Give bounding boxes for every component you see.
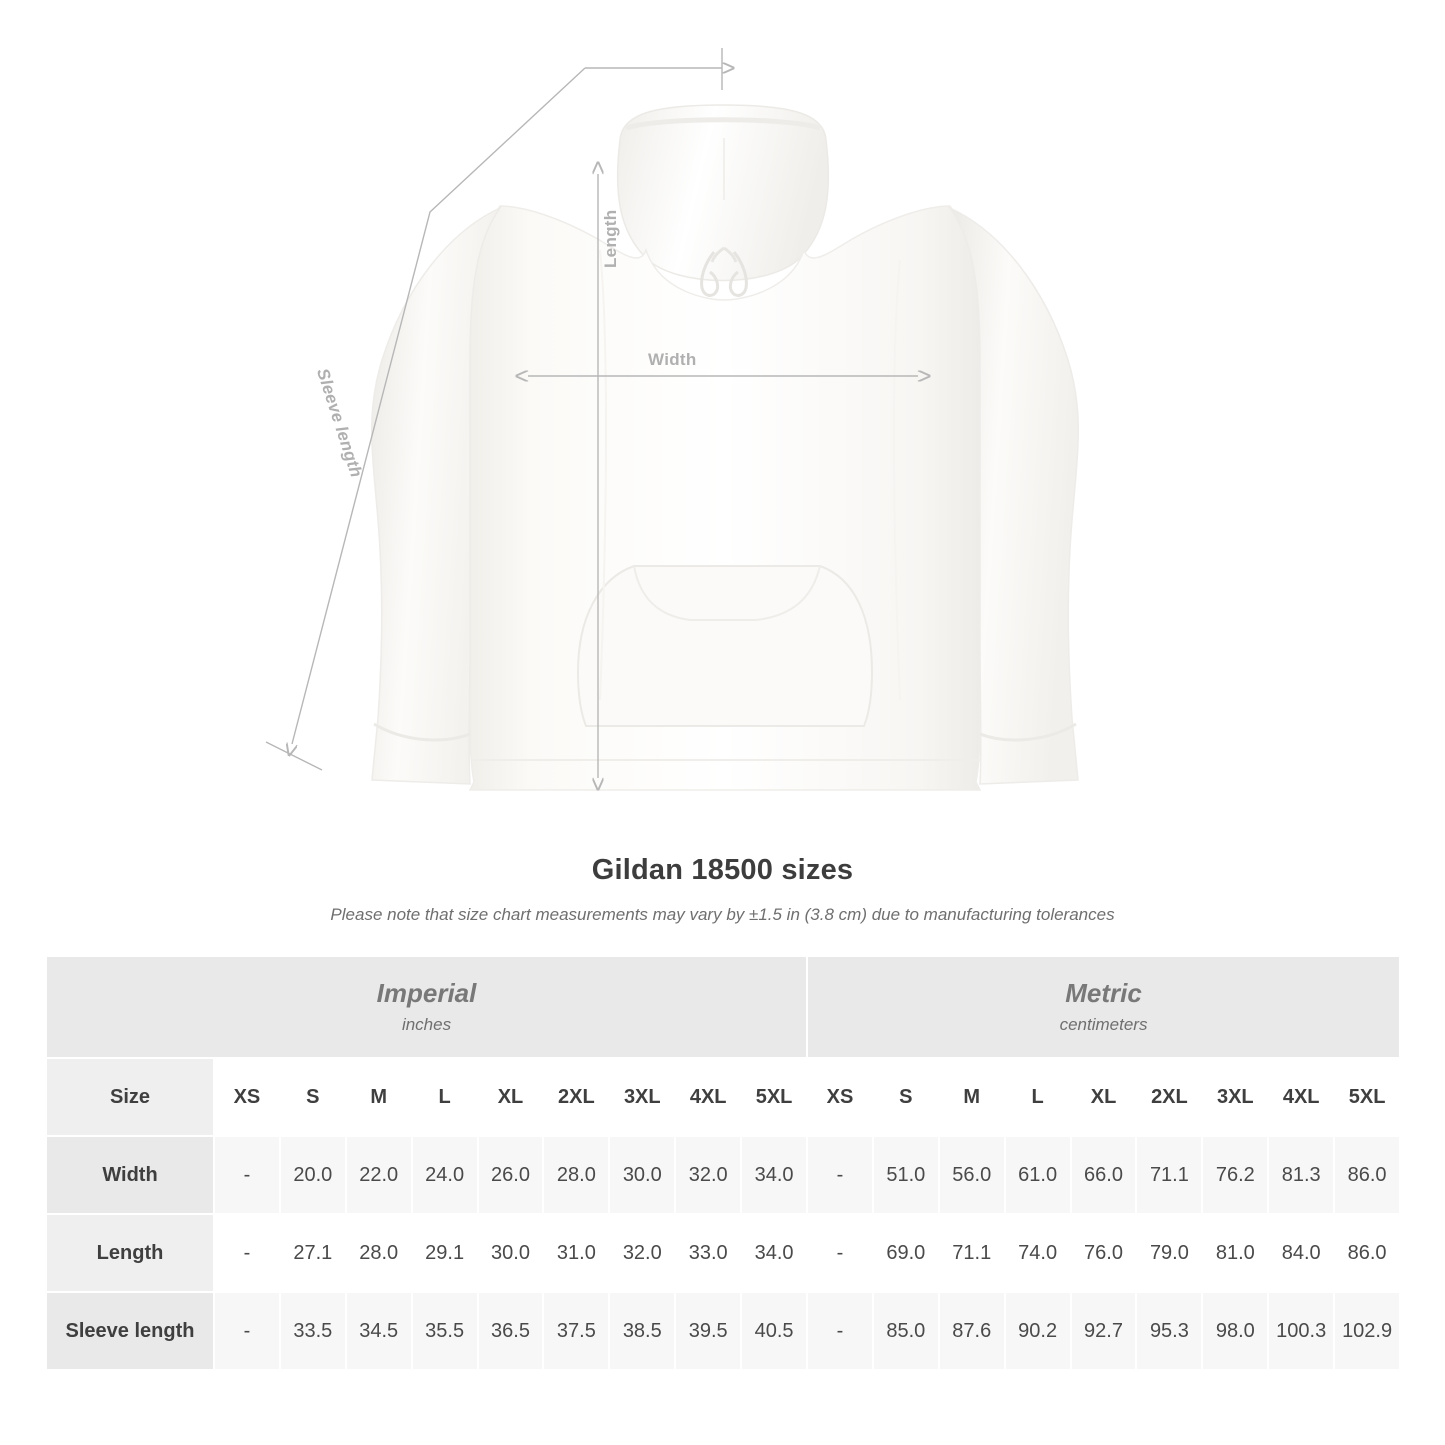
cell: 33.0 — [675, 1214, 741, 1292]
cell: - — [807, 1292, 873, 1370]
cell: 35.5 — [412, 1292, 478, 1370]
cell: 69.0 — [873, 1214, 939, 1292]
cell: 32.0 — [675, 1136, 741, 1214]
cell: 20.0 — [280, 1136, 346, 1214]
cell: 71.1 — [939, 1214, 1005, 1292]
row-label-sleeve-length: Sleeve length — [46, 1292, 214, 1370]
cell: 71.1 — [1136, 1136, 1202, 1214]
column-header: XS — [807, 1058, 873, 1136]
cell: 74.0 — [1005, 1214, 1071, 1292]
cell: - — [214, 1292, 280, 1370]
column-header: 3XL — [609, 1058, 675, 1136]
table-row — [46, 1292, 1400, 1370]
cell: 95.3 — [1136, 1292, 1202, 1370]
cell: 86.0 — [1334, 1136, 1400, 1214]
column-header: 4XL — [1268, 1058, 1334, 1136]
column-header: S — [280, 1058, 346, 1136]
metric-unit-name: Metric — [1065, 977, 1142, 1008]
cell: 87.6 — [939, 1292, 1005, 1370]
cell: 84.0 — [1268, 1214, 1334, 1292]
cell: - — [807, 1136, 873, 1214]
garment-body — [372, 105, 1079, 790]
cell: 90.2 — [1005, 1292, 1071, 1370]
cell: 86.0 — [1334, 1214, 1400, 1292]
cell: 24.0 — [412, 1136, 478, 1214]
cell: 29.1 — [412, 1214, 478, 1292]
cell: 98.0 — [1202, 1292, 1268, 1370]
cell: 40.5 — [741, 1292, 807, 1370]
cell: 61.0 — [1005, 1136, 1071, 1214]
page-title: Gildan 18500 sizes — [591, 854, 854, 886]
metric-unit-header — [807, 956, 1400, 1058]
column-header: S — [873, 1058, 939, 1136]
cell: - — [214, 1136, 280, 1214]
cell: 76.0 — [1071, 1214, 1137, 1292]
cell: 34.5 — [346, 1292, 412, 1370]
cell: 81.0 — [1202, 1214, 1268, 1292]
imperial-unit-sub: inches — [401, 1015, 452, 1035]
column-header: L — [1005, 1058, 1071, 1136]
table-row — [46, 1214, 1400, 1292]
table-row — [46, 1136, 1400, 1214]
column-header: 3XL — [1202, 1058, 1268, 1136]
cell: 92.7 — [1071, 1292, 1137, 1370]
cell: 100.3 — [1268, 1292, 1334, 1370]
column-header: XS — [214, 1058, 280, 1136]
cell: 32.0 — [609, 1214, 675, 1292]
imperial-unit-name: Imperial — [376, 977, 477, 1008]
cell: 81.3 — [1268, 1136, 1334, 1214]
cell: 26.0 — [478, 1136, 544, 1214]
cell: 33.5 — [280, 1292, 346, 1370]
column-header: 5XL — [741, 1058, 807, 1136]
row-label-length: Length — [46, 1214, 214, 1292]
column-header: L — [412, 1058, 478, 1136]
size-header-cell: Size — [46, 1058, 214, 1136]
cell: - — [214, 1214, 280, 1292]
cell: 39.5 — [675, 1292, 741, 1370]
title-block — [0, 854, 1445, 925]
column-header: M — [346, 1058, 412, 1136]
column-header: XL — [478, 1058, 544, 1136]
imperial-unit-header — [46, 956, 807, 1058]
cell: 37.5 — [543, 1292, 609, 1370]
cell: 66.0 — [1071, 1136, 1137, 1214]
cell: 51.0 — [873, 1136, 939, 1214]
column-header: 2XL — [1136, 1058, 1202, 1136]
sleeve-length-dimension-label: Sleeve length — [312, 366, 367, 480]
length-dimension-label: Length — [601, 209, 620, 268]
column-header: 4XL — [675, 1058, 741, 1136]
cell: 76.2 — [1202, 1136, 1268, 1214]
cell: 31.0 — [543, 1214, 609, 1292]
cell: 56.0 — [939, 1136, 1005, 1214]
cell: 30.0 — [478, 1214, 544, 1292]
size-table-wrap — [45, 955, 1400, 1371]
cell: 28.0 — [346, 1214, 412, 1292]
cell: 36.5 — [478, 1292, 544, 1370]
cell: 38.5 — [609, 1292, 675, 1370]
width-dimension-label: Width — [648, 350, 697, 369]
row-label-width: Width — [46, 1136, 214, 1214]
column-header: 2XL — [543, 1058, 609, 1136]
size-chart-table — [45, 955, 1401, 1371]
table-header-row — [46, 1058, 1400, 1136]
cell: 79.0 — [1136, 1214, 1202, 1292]
cell: 28.0 — [543, 1136, 609, 1214]
unit-header-row — [46, 956, 1400, 1058]
cell: 30.0 — [609, 1136, 675, 1214]
cell: 34.0 — [741, 1136, 807, 1214]
measurement-note: Please note that size chart measurements may vary by ±1.5 in (3.8 cm) due to manufacturing tolerances — [330, 905, 1115, 924]
cell: 22.0 — [346, 1136, 412, 1214]
metric-unit-sub: centimeters — [1059, 1015, 1148, 1035]
cell: - — [807, 1214, 873, 1292]
cell: 27.1 — [280, 1214, 346, 1292]
column-header: XL — [1071, 1058, 1137, 1136]
cell: 102.9 — [1334, 1292, 1400, 1370]
cell: 34.0 — [741, 1214, 807, 1292]
column-header: M — [939, 1058, 1005, 1136]
column-header: 5XL — [1334, 1058, 1400, 1136]
cell: 85.0 — [873, 1292, 939, 1370]
